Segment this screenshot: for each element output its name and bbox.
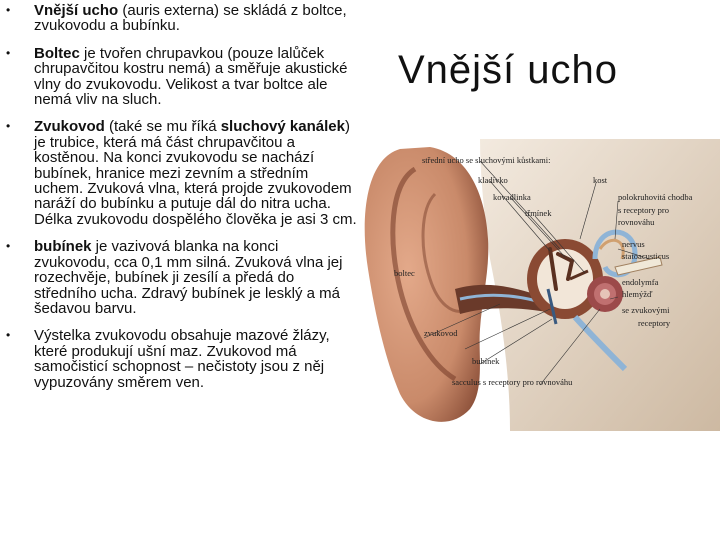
label-hlemyzd: hlemýžď — [622, 289, 653, 299]
bullet-item — [6, 3, 358, 34]
ear-anatomy-diagram — [360, 139, 720, 431]
label-kovadlinka: kovadlinka — [493, 192, 531, 202]
bullet-dot-icon: • — [6, 328, 11, 343]
bullet-term: sluchový kanálek — [220, 118, 345, 136]
label-sacculus: sacculus s receptory pro rovnováhu — [452, 377, 573, 387]
bullet-text: ) je trubice, která má část chrupavčitou a kostěnou. Na konci zvukovodu se nachází bubínek, hranice mezi zevním a středním uchem. Zvuková vlna, která projde zvukovodem naráží do bubínku a putuje dál do nitra ucha. Délka zvukovodu dospělého člověka je asi 3 cm. — [34, 118, 357, 228]
bullet-dot-icon: • — [6, 119, 11, 134]
bullet-item — [6, 119, 358, 227]
bullet-text: je vazivová blanka na konci zvukovodu, cca 0,1 mm silná. Zvuková vlna jej rozechvěje, bubínek ji zesílí a předá do středního ucha. Zdravý bubínek je lesklý a má šedavou barvu. — [34, 238, 343, 317]
bullet-dot-icon: • — [6, 239, 11, 254]
label-polokruhovita: polokruhovitá chodba — [618, 192, 693, 202]
bullet-text: (auris externa) se skládá z boltce, zvukovodu a bubínku. — [34, 2, 347, 35]
bullet-item — [6, 239, 358, 316]
bullet-item — [6, 46, 358, 108]
label-nervus: nervus — [622, 239, 645, 249]
bullet-dot-icon: • — [6, 45, 11, 60]
bullet-term: Boltec — [34, 44, 80, 62]
label-trminek: třmínek — [525, 208, 552, 218]
bullet-text: je tvořen chrupavkou (pouze lalůček chrupavčitou kostru nemá) a směřuje akustické vlny do zvukovodu. Velikost a tvar boltce ale nemá vliv na sluch. — [34, 44, 348, 109]
label-rovnovahu: rovnováhu — [618, 217, 655, 227]
label-receptory: receptory — [638, 318, 671, 328]
bullet-term: bubínek — [34, 238, 92, 256]
label-kladivko: kladívko — [478, 175, 508, 185]
label-zvukovod: zvukovod — [424, 328, 458, 338]
label-kost: kost — [593, 175, 608, 185]
label-bubinek: bubínek — [472, 356, 500, 366]
bullet-text: Výstelka zvukovodu obsahuje mazové žlázy, které produkují ušní maz. Zvukovod má samočisticí schopnost – nečistoty jsou z něj vypuzovány směrem ven. — [34, 327, 330, 391]
label-endolymfa: endolymfa — [622, 277, 659, 287]
cochlea-inner — [600, 289, 610, 299]
bullet-dot-icon: • — [6, 3, 11, 17]
label-boltec: boltec — [394, 268, 415, 278]
label-receptory-pro: s receptory pro — [618, 205, 669, 215]
bullet-list — [6, 3, 358, 402]
ear-illustration — [360, 139, 720, 431]
label-statoacusticus: statoacusticus — [622, 251, 670, 261]
slide-title: Vnější ucho — [398, 48, 619, 92]
bullet-text: (také se mu říká — [104, 118, 221, 136]
bullet-term: Vnější ucho — [34, 2, 119, 19]
label-se-zvukovymi: se zvukovými — [622, 305, 670, 315]
bullet-term: Zvukovod — [34, 118, 105, 136]
label-stredni-ucho: střední ucho se sluchovými kůstkami: — [422, 155, 551, 165]
bullet-item — [6, 328, 358, 390]
